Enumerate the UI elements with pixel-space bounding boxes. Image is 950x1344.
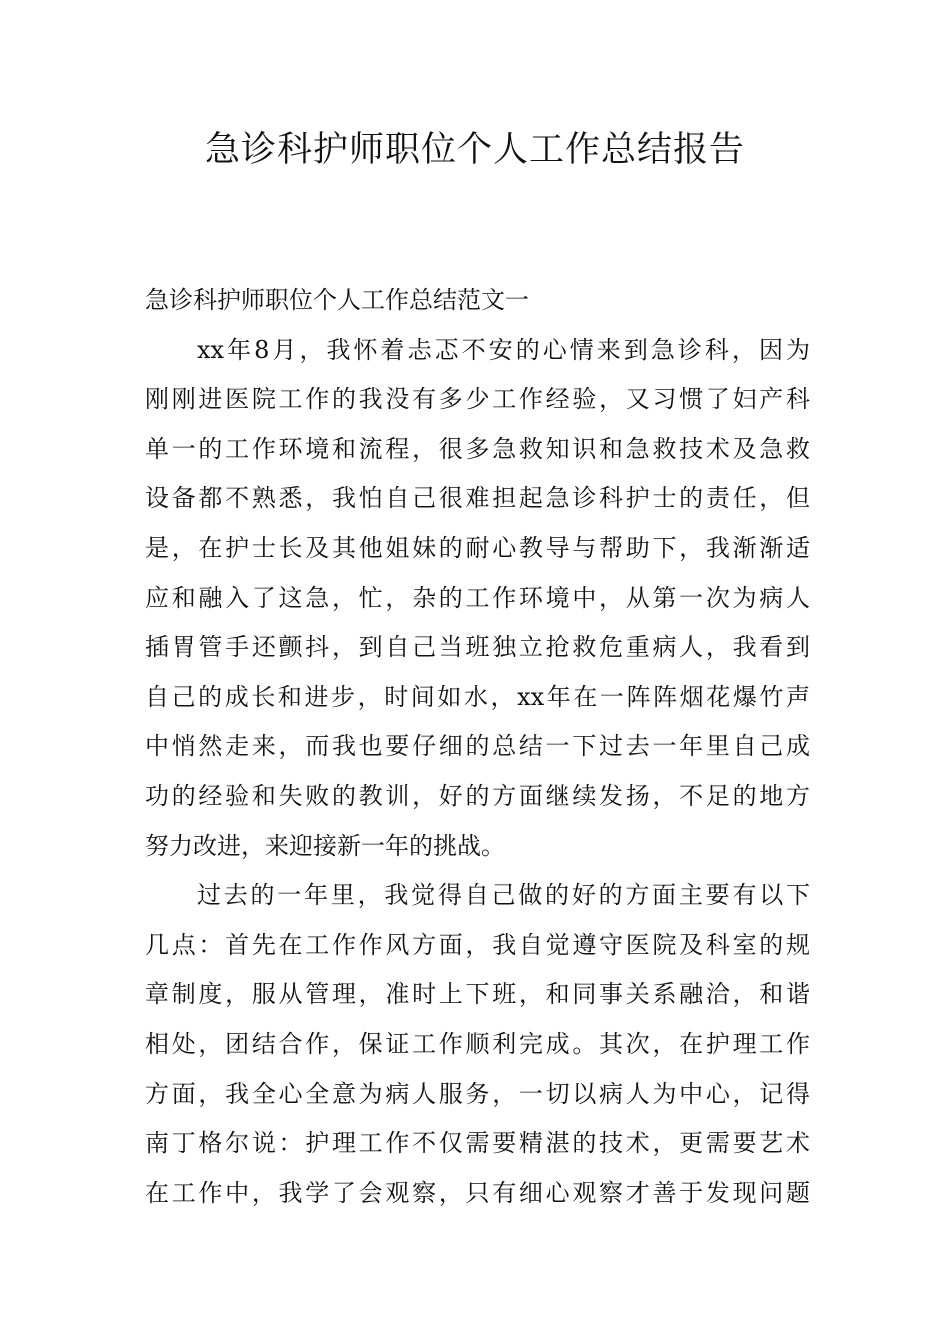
text-line: 刚刚进医院工作的我没有多少工作经验，又习惯了妇产科	[145, 385, 810, 414]
text-line: 章制度，服从管理，准时上下班，和同事关系融洽，和谐	[145, 980, 810, 1009]
text-line: 相处，团结合作，保证工作顺利完成。其次，在护理工作	[145, 1029, 810, 1058]
text-line: 方面，我全心全意为病人服务，一切以病人为中心，记得	[145, 1079, 810, 1108]
text-line: 是，在护士长及其他姐妹的耐心教导与帮助下，我渐渐适	[145, 533, 810, 562]
document-title: 急诊科护师职位个人工作总结报告	[204, 130, 745, 170]
text-line: 南丁格尔说：护理工作不仅需要精湛的技术，更需要艺术	[145, 1129, 810, 1158]
paragraph-1	[145, 326, 810, 872]
text-line: 自己的成长和进步，时间如水，xx年在一阵阵烟花爆竹声	[145, 682, 810, 711]
text-line: xx年8月，我怀着忐忑不安的心情来到急诊科，因为	[197, 335, 810, 364]
text-line: 单一的工作环境和流程，很多急救知识和急救技术及急救	[145, 434, 810, 463]
text-line: 插胃管手还颤抖，到自己当班独立抢救危重病人，我看到	[145, 633, 810, 662]
document-body	[145, 276, 810, 1218]
text-line: 功的经验和失败的教训，好的方面继续发扬，不足的地方	[145, 781, 810, 810]
text-line: 在工作中，我学了会观察，只有细心观察才善于发现问题	[145, 1178, 810, 1207]
paragraph-2	[145, 871, 810, 1218]
text-line: 中悄然走来，而我也要仔细的总结一下过去一年里自己成	[145, 732, 810, 761]
text-line: 几点：首先在工作作风方面，我自觉遵守医院及科室的规	[145, 930, 810, 959]
section-subtitle: 急诊科护师职位个人工作总结范文一	[145, 286, 529, 314]
text-line: 应和融入了这急，忙，杂的工作环境中，从第一次为病人	[145, 583, 810, 612]
text-line: 努力改进，来迎接新一年的挑战。	[145, 831, 505, 860]
text-line: 设备都不熟悉，我怕自己很难担起急诊科护士的责任，但	[145, 484, 810, 513]
text-line: 过去的一年里，我觉得自己做的好的方面主要有以下	[197, 881, 810, 910]
